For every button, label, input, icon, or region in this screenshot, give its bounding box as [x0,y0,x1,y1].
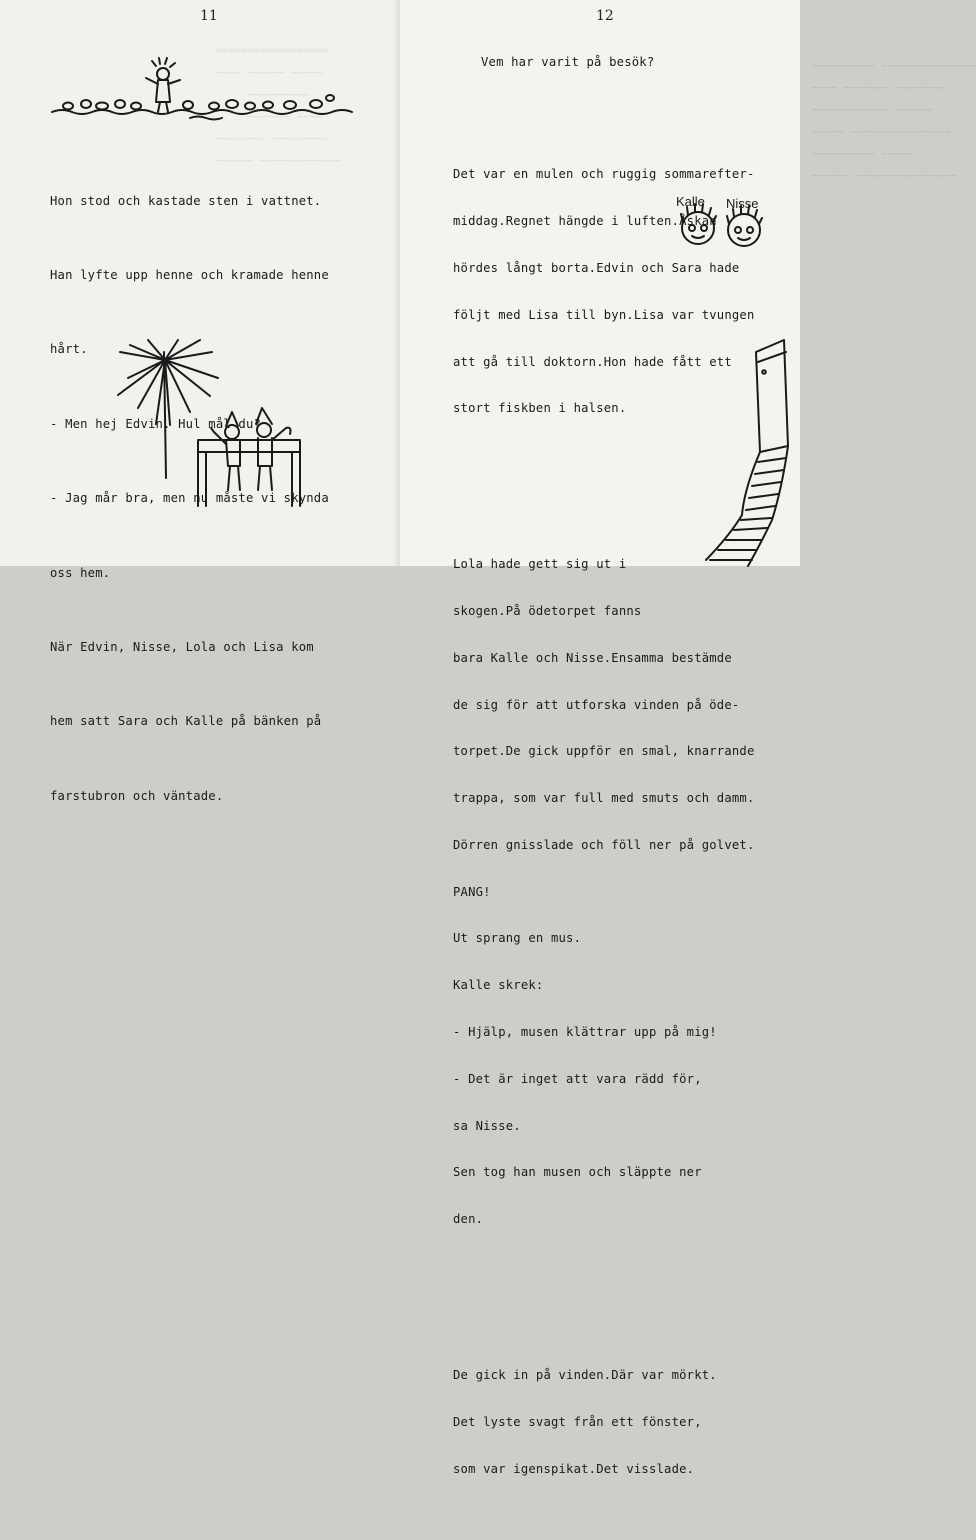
bleed-through-texture: ≈≈≈≈≈≈≈≈≈≈≈≈≈≈≈≈≈≈ ~~~~ ~~~~~~ ~~~~~ ~~~~~~~~~~ ~~~~~~~ ~~~~ ~~~~~~~~ ~~~~~~~~~ ~~~~~~ ~~~~~~~~~~~~~ [215,45,342,167]
text-line: sa Nisse. [453,1118,521,1133]
text-line: de sig för att utforska vinden på öde- [453,697,740,712]
nisse-label: Nisse [726,196,759,211]
text-line: Han lyfte upp henne och kramade henne [50,267,329,282]
page-number-right: 12 [596,8,614,24]
text-line: följt med Lisa till byn.Lisa var tvungen [453,307,755,322]
text-line: Hon stod och kastade sten i vattnet. [50,193,322,208]
text-line: stort fiskben i halsen. [453,401,627,416]
paragraph-3 [453,1337,755,1509]
text-line: hårt. [50,342,88,357]
text-line: - Jag mår bra, men nu måste vi skynda [50,491,329,506]
chapter-title: Vem har varit på besök? [481,55,655,69]
text-line: Lola hade gett sig ut i [453,557,627,572]
text-line: middag.Regnet hängde i luften.Åskan [453,214,717,229]
text-line: Det var en mulen och ruggig sommarefter- [453,167,755,182]
text-line: bara Kalle och Nisse.Ensamma bestämde [453,650,732,665]
text-line: oss hem. [50,565,111,580]
text-line: farstubron och väntade. [50,788,224,803]
text-line: Dörren gnisslade och föll ner på golvet. [453,837,755,852]
text-line: torpet.De gick uppför en smal, knarrande [453,744,755,759]
text-line: Kalle skrek: [453,978,544,993]
text-line: hem satt Sara och Kalle på bänken på [50,714,322,729]
text-line: att gå till doktorn.Hon hade fått ett [453,354,732,369]
text-line: - Hjälp, musen klättrar upp på mig! [453,1025,717,1040]
text-line: skogen.På ödetorpet fanns [453,604,642,618]
text-line: den. [453,1212,484,1227]
text-line: Ut sprang en mus. [453,931,582,946]
kalle-label: Kalle [676,194,705,209]
text-line: - Men hej Edvin. Hul mål du? [50,416,262,431]
text-line: - Det är inget att vara rädd för, [453,1071,702,1086]
text-line: De gick in på vinden.Där var mörkt. [453,1368,717,1383]
page-number-left: 11 [200,8,218,24]
text-line: trappa, som var full med smuts och damm. [453,791,755,806]
text-line: Sen tog han musen och släppte ner [453,1165,702,1180]
text-line: hördes långt borta.Edvin och Sara hade [453,260,740,275]
paragraph-2 [453,526,755,1259]
text-line: som var igenspikat.Det visslade. [453,1461,695,1476]
text-line: PANG! [453,884,491,899]
door-staircase-illustration [0,0,800,566]
bleed-through-texture: ~~~~~~~~~~ ~~~~~~~~~~~~~~~ ~~~~ ~~~~~~~ ~~~~~~~~ ~~~~~~~~~~~~ ~~~~~~ ~~~~~ ~~~~~~~~~~~~~~~~ ~~~~~~~~~~ ~~~~~ ~~~~~~ ~~~~~~~~~~~~~~~~ [812,60,976,182]
text-line: Det lyste svagt från ett fönster, [453,1414,702,1429]
text-line: När Edvin, Nisse, Lola och Lisa kom [50,639,314,654]
